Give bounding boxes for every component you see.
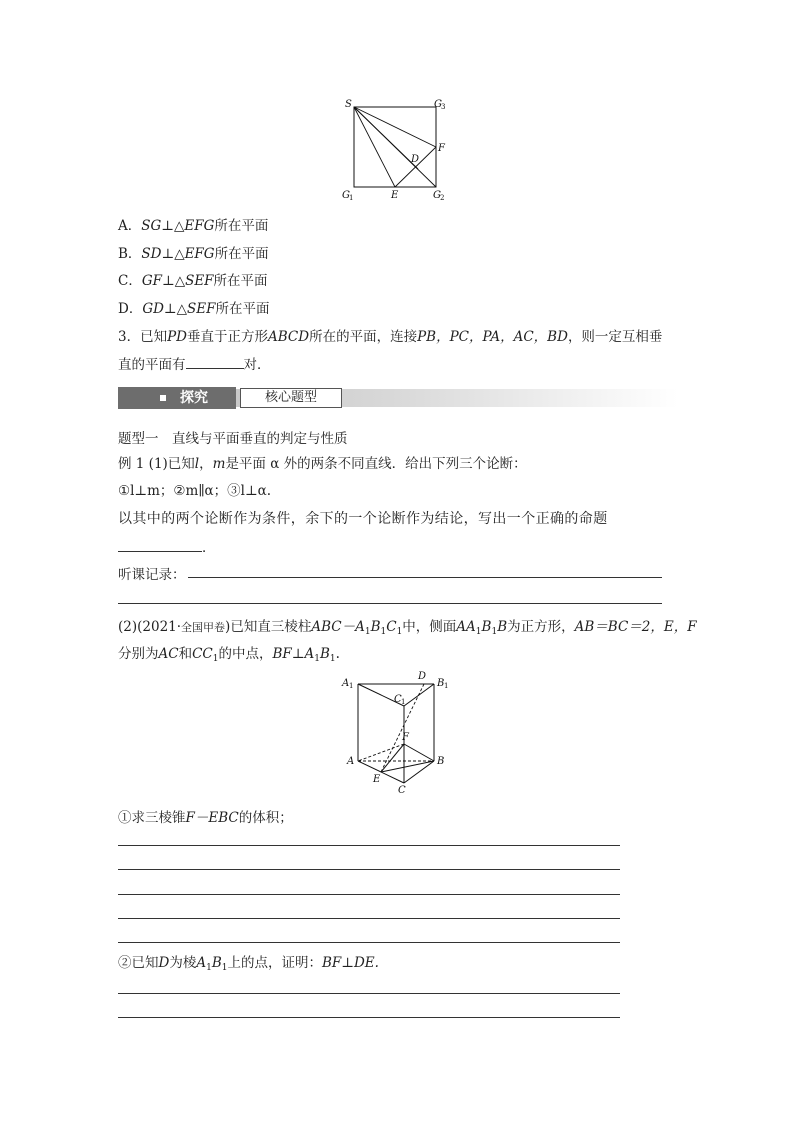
example-2-line1: (2)(2021·全国甲卷)已知直三棱柱$ABC-A_1B_1C_1$中，侧面$AA_1B_1B$为正方形，AB＝BC＝2，E，F [118,619,697,637]
option-d: D．GD⊥△SEF所在平面 [118,301,270,317]
label-a: A [347,756,355,767]
answer-line-6[interactable] [118,993,620,994]
answer-line-5[interactable] [118,942,620,943]
answer-line-7[interactable] [118,1017,620,1018]
topic-title: 题型一 直线与平面垂直的判定与性质 [118,431,348,447]
notes-label: 听课记录： [118,567,186,583]
notes-line-2[interactable] [118,603,662,604]
label-g1-sub: 1 [349,194,354,202]
answer-blank[interactable] [186,356,244,369]
example-1-answer: ． [118,536,216,556]
answer-line-1[interactable] [118,845,620,846]
option-a: A．SG⊥△EFG所在平面 [118,218,269,234]
answer-blank-2[interactable] [118,539,202,552]
example-1-conditions: ①l⊥m；②m∥α；③l⊥α. [118,483,272,499]
label-f: F [438,143,445,154]
answer-line-2[interactable] [118,869,620,870]
label-a1: A [342,678,350,689]
label-d2: D [418,671,427,682]
label-g1: G [342,190,350,201]
example-1-intro: 例 1 (1)已知l，m是平面 α 外的两条不同直线．给出下列三个论断： [118,456,527,472]
label-c1: C [394,694,402,705]
square-bullet-icon [160,395,166,401]
section-tag-core: 核心题型 [240,388,342,408]
label-g2: G [433,190,441,201]
notes-line-1[interactable] [188,577,662,578]
option-c: C．GF⊥△SEF所在平面 [118,273,268,289]
label-c: C [398,785,406,796]
label-s: S [345,99,352,110]
label-b1-sub: 1 [444,682,449,690]
question-3-line1: 3．已知PD垂直于正方形ABCD所在的平面，连接PB，PC，PA，AC，BD，则一定互相垂 [118,329,663,345]
section-header [118,387,678,409]
sub-question-2: ②已知D为棱$A_1B_1$上的点，证明：BF⊥DE. [118,955,379,973]
figure-prism-diagram [338,668,458,798]
label-g3-sub: 3 [441,103,446,111]
label-e: E [391,190,399,201]
example-2-line2: 分别为AC和$CC_1$的中点，$BF\perp A_1B_1$. [118,646,340,664]
label-g3: G [434,99,442,110]
label-e2: E [373,774,381,785]
label-c1-sub: 1 [401,698,406,706]
sub-question-1: ①求三棱锥F－EBC的体积； [118,810,293,826]
label-g2-sub: 2 [440,194,445,202]
answer-line-3[interactable] [118,894,620,895]
label-b: B [437,756,445,767]
label-b1: B [437,678,445,689]
option-b: B．SD⊥△EFG所在平面 [118,246,269,262]
label-a1-sub: 1 [349,682,354,690]
section-tag-explore: 探究 [118,387,236,409]
label-d: D [411,154,420,165]
example-1-instruction: 以其中的两个论断作为条件，余下的一个论断作为结论，写出一个正确的命题 [118,511,608,527]
answer-line-4[interactable] [118,918,620,919]
figure-square-diagram [340,95,455,205]
label-f2: F [402,732,409,743]
question-3-line2: 直的平面有 对． [118,357,271,373]
